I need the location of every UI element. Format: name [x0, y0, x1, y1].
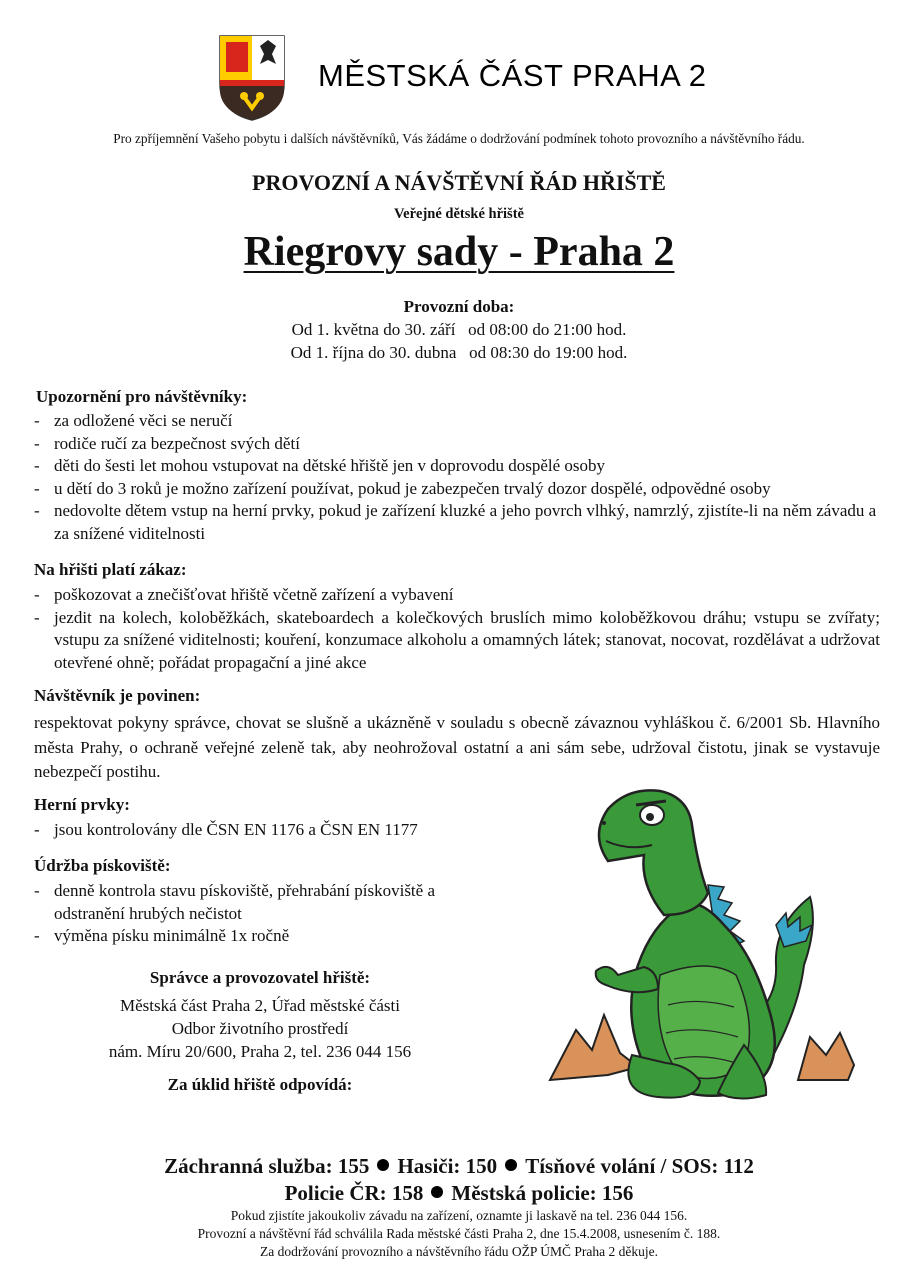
hours-winter: Od 1. října do 30. dubna od 08:30 do 19:00 hod.	[290, 343, 628, 362]
duty-text: respektovat pokyny správce, chovat se slušně a ukázněně v souladu s obecně závaznou vyhláškou č. 6/2001 Sb. Hlavního města Prahy, o ochraně veřejné zeleně tak, aby neohrožoval ostatní a ani sám sebe, udržoval čistotu, jinak se vystavuje nebezpečí postihu.	[34, 713, 880, 781]
list-item: - děti do šesti let mohou vstupovat na dětské hřiště jen v doprovodu dospělé osoby	[34, 455, 880, 478]
coat-of-arms-icon	[216, 32, 288, 122]
list-item: - jsou kontrolovány dle ČSN EN 1176 a ČSN EN 1177	[34, 819, 534, 842]
sandpit-list	[34, 880, 534, 948]
dinosaur-icon	[548, 775, 878, 1110]
ban-list	[34, 584, 880, 674]
administrator-line: Odbor životního prostředí	[171, 1019, 349, 1038]
cleaning-responsibility: Za úklid hřiště odpovídá:	[167, 1075, 353, 1094]
list-item: - u dětí do 3 roků je možno zařízení používat, pokud je zabezpečen trvalý dozor dospělé, odpovědné osoby	[34, 478, 880, 501]
city-police-number: Městská policie: 156	[451, 1181, 634, 1205]
rescue-service-number: Záchranná služba: 155	[164, 1154, 370, 1178]
police-numbers-line	[0, 1181, 918, 1206]
footer-approval: Provozní a návštěvní řád schválila Rada městské části Praha 2, dne 15.4.2008, usnesením č. 188.	[197, 1226, 721, 1241]
police-number: Policie ČR: 158	[284, 1181, 424, 1205]
footer-thanks: Za dodržování provozního a návštěvního řádu OŽP ÚMČ Praha 2 děkuje.	[259, 1244, 659, 1259]
administrator-heading: Správce a provozovatel hřiště:	[149, 968, 371, 987]
play-elements-list	[34, 819, 534, 842]
list-item: - poškozovat a znečišťovat hřiště včetně zařízení a vybavení	[34, 584, 880, 607]
play-elements-heading: Herní prvky:	[34, 795, 130, 814]
place-name: Riegrovy sady - Praha 2	[243, 229, 675, 275]
sandpit-heading: Údržba pískoviště:	[34, 856, 171, 875]
list-item: - nedovolte dětem vstup na herní prvky, pokud je zařízení kluzké a jeho povrch vlhký, namrzlý, zjistíte-li na něm závadu a za snížené viditelnosti	[34, 500, 880, 545]
notice-list	[34, 410, 880, 545]
document-subtitle: Veřejné dětské hřiště	[394, 206, 524, 222]
bullet-icon	[377, 1159, 389, 1171]
organization-name: MĚSTSKÁ ČÁST PRAHA 2	[318, 58, 707, 93]
list-item: - denně kontrola stavu pískoviště, přehrabání pískoviště a odstranění hrubých nečistot	[34, 880, 494, 925]
bullet-icon	[505, 1159, 517, 1171]
sos-number: Tísňové volání / SOS: 112	[525, 1154, 754, 1178]
list-item: - výměna písku minimálně 1x ročně	[34, 925, 534, 948]
administrator-line: Městská část Praha 2, Úřad městské části	[120, 996, 400, 1015]
list-item: - rodiče ručí za bezpečnost svých dětí	[34, 433, 880, 456]
emergency-numbers-line	[0, 1154, 918, 1179]
notice-heading: Upozornění pro návštěvníky:	[36, 387, 248, 406]
document-title: PROVOZNÍ A NÁVŠTĚVNÍ ŘÁD HŘIŠTĚ	[252, 170, 666, 195]
ban-heading: Na hřišti platí zákaz:	[34, 560, 187, 579]
footer-contact: Pokud zjistíte jakoukoliv závadu na zařízení, oznamte ji laskavě na tel. 236 044 156.	[230, 1208, 688, 1223]
bullet-icon	[431, 1186, 443, 1198]
hours-heading: Provozní doba:	[403, 297, 515, 316]
fire-service-number: Hasiči: 150	[397, 1154, 498, 1178]
duty-heading: Návštěvník je povinen:	[34, 686, 201, 705]
list-item: - za odložené věci se neručí	[34, 410, 880, 433]
hours-summer: Od 1. května do 30. září od 08:00 do 21:00 hod.	[291, 320, 627, 339]
list-item: - jezdit na kolech, koloběžkách, skateboardech a kolečkových bruslích mimo koloběžkovou dráhu; vstupu se zvířaty; vstupu za snížené viditelnosti; kouření, konzumace alkoholu a omamných látek; stanovat, nocovat, rozdělávat a udržovat otevřené ohně; pořádat propagační a jiné akce	[34, 607, 880, 675]
intro-text: Pro zpříjemnění Vašeho pobytu i dalších návštěvníků, Vás žádáme o dodržování podmínek tohoto provozního a návštěvního řádu.	[113, 131, 805, 146]
administrator-address: nám. Míru 20/600, Praha 2, tel. 236 044 156	[108, 1042, 412, 1061]
